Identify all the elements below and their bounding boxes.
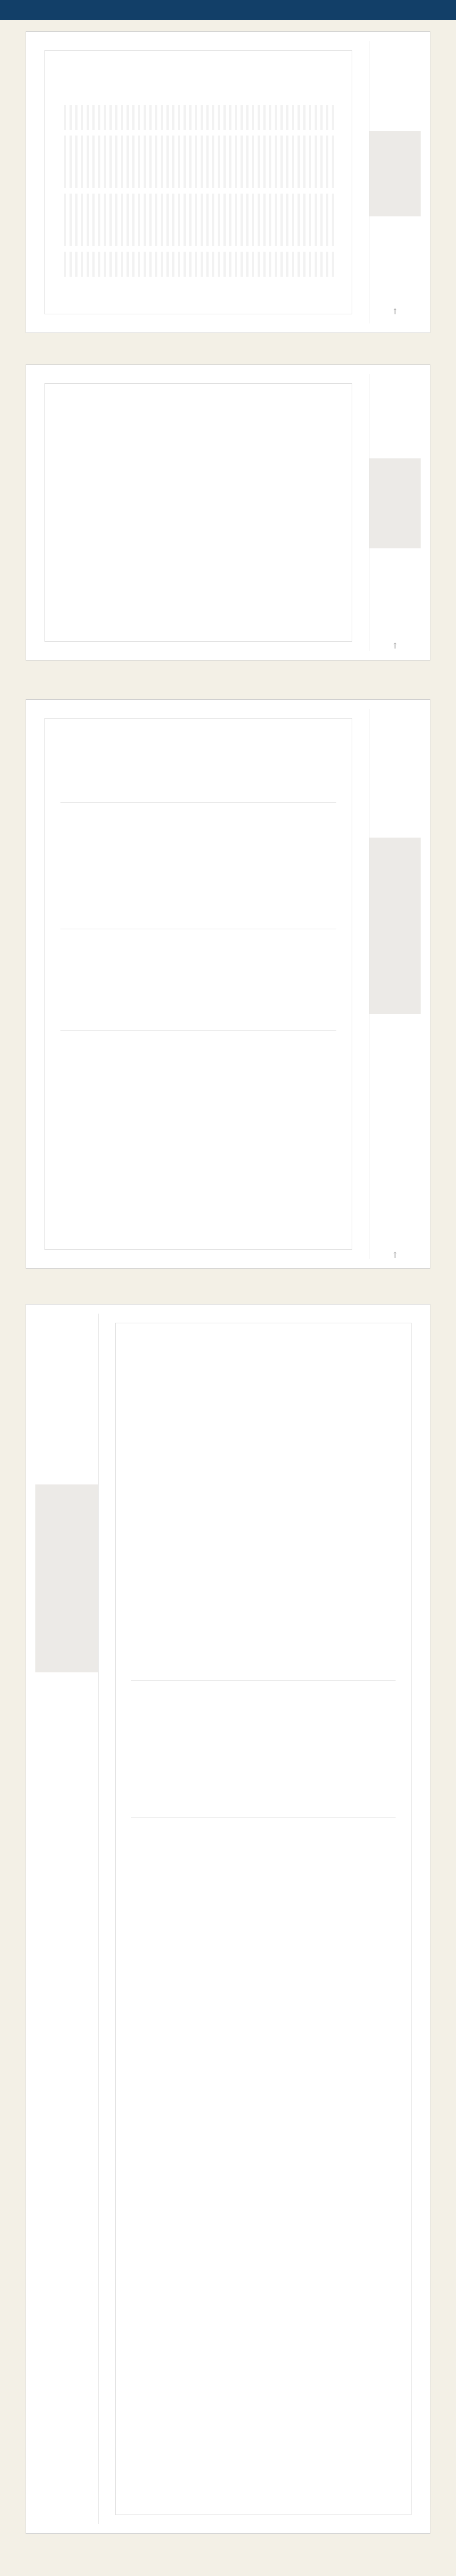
right-sidebar [369, 374, 421, 651]
active-tab[interactable] [369, 838, 421, 1014]
header-bar [0, 0, 456, 20]
panel-main [35, 709, 361, 1259]
body-text-block [60, 252, 336, 277]
translation-text [60, 1037, 336, 1162]
section-rule [131, 1817, 396, 1818]
up-arrow-icon: ↑ [392, 1251, 398, 1260]
original-text [131, 1336, 396, 1655]
original-text [60, 809, 336, 906]
active-tab[interactable] [369, 458, 421, 548]
panel-main [35, 374, 361, 651]
panel-preface [26, 31, 430, 333]
panel-main [35, 41, 361, 323]
section-rule [60, 802, 336, 803]
section-rule [60, 1030, 336, 1031]
panel-text-page [26, 1304, 430, 2534]
up-arrow-icon: ↑ [392, 642, 398, 651]
body-text-block [60, 194, 336, 246]
body-text-block [60, 136, 336, 188]
up-arrow-icon: ↑ [392, 307, 398, 317]
body-text-block [60, 105, 336, 130]
right-sidebar [369, 41, 421, 323]
right-sidebar [369, 709, 421, 1259]
panel-contents [26, 364, 430, 661]
left-sidebar [35, 1314, 99, 2524]
panel-chapter-page [26, 699, 430, 1269]
panel-main [106, 1314, 421, 2524]
original-text [60, 1171, 336, 1224]
section-rule [131, 1680, 396, 1681]
translation-text [131, 1824, 396, 2450]
active-tab[interactable] [35, 1484, 98, 1672]
active-tab[interactable] [369, 131, 421, 216]
